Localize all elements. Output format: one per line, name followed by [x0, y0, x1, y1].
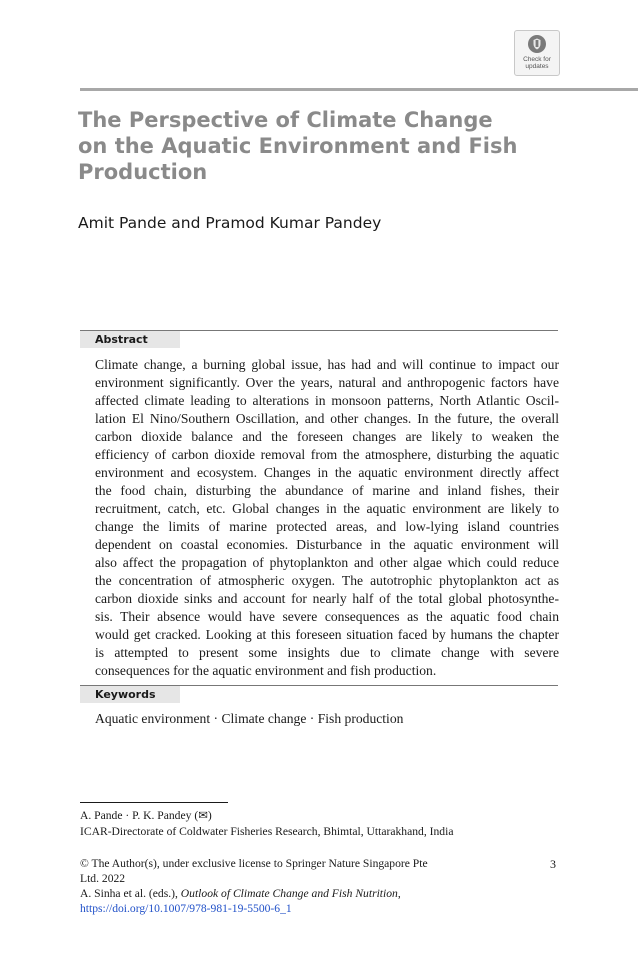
abstract-body [95, 356, 559, 680]
book-title: Outlook of Climate Change and Fish Nutrition [180, 887, 398, 900]
footnote-rule [80, 802, 228, 803]
abstract-line: efficiency of carbon dioxide removal from the atmosphere, disturbing the aquatic [95, 447, 559, 462]
abstract-line: dependent on coastal economies. Disturbance in the aquatic environment will [95, 537, 559, 552]
abstract-line: carbon dioxide balance and the foreseen changes are likely to weaken the [95, 429, 559, 444]
abstract-line: consequences for the aquatic environment and fish production. [95, 663, 437, 678]
mail-icon[interactable]: ✉ [198, 809, 208, 822]
author-list: Amit Pande and Pramod Kumar Pandey [78, 214, 382, 232]
chapter-title [78, 107, 518, 185]
doi-link[interactable]: https://doi.org/10.1007/978-981-19-5500-6_1 [80, 902, 292, 915]
abstract-line: also affect the propagation of phytoplankton and other algae which could reduce [95, 555, 559, 570]
abstract-line: the food chain, disturbing the abundance of marine and inland fishes, their [95, 483, 559, 498]
title-line: on the Aquatic Environment and Fish [78, 134, 518, 158]
abstract-line: environment and ecosystem. Changes in the aquatic environment directly affect [95, 465, 559, 480]
check-updates-icon [527, 34, 547, 54]
abstract-label: Abstract [80, 331, 180, 348]
title-line: Production [78, 160, 208, 184]
abstract-line: change the limits of marine protected areas, and low-lying island countries [95, 519, 559, 534]
abstract-line: lation El Nino/Southern Oscillation, and other changes. In the future, the overall [95, 411, 559, 426]
abstract-line: Climate change, a burning global issue, has had and will continue to impact our [95, 357, 559, 372]
abstract-line: sis. Their absence would have severe consequences as the aquatic food chain [95, 609, 559, 624]
header-rule [80, 88, 638, 91]
copyright-year: Ltd. 2022 [80, 872, 126, 885]
badge-label: Check for updates [523, 56, 551, 70]
abstract-line: environment significantly. Over the years, natural and anthropogenic factors have [95, 375, 559, 390]
keywords-list: Aquatic environment · Climate change · Fish production [95, 711, 404, 726]
abstract-line: would get cracked. Looking at this foreseen situation faced by humans the chapter [95, 627, 559, 642]
abstract-line: the concentration of atmospheric oxygen. The autotrophic phytoplankton act as [95, 573, 559, 588]
title-line: The Perspective of Climate Change [78, 108, 493, 132]
abstract-line: carbon dioxide sinks and account for nearly half of the total global photosynthe- [95, 591, 559, 606]
citation-line: A. Sinha et al. (eds.), Outlook of Climate Change and Fish Nutrition, [80, 887, 401, 900]
author-footnote: A. Pande · P. K. Pandey (✉) [80, 809, 212, 822]
check-for-updates-badge[interactable] [514, 30, 560, 76]
keywords-label: Keywords [80, 686, 180, 703]
page-number: 3 [550, 857, 556, 871]
abstract-line: is attempted to present some insights due to climate change with severe [95, 645, 559, 660]
author-affiliation: ICAR-Directorate of Coldwater Fisheries Research, Bhimtal, Uttarakhand, India [80, 825, 454, 838]
copyright-line: © The Author(s), under exclusive license to Springer Nature Singapore Pte [80, 857, 428, 870]
abstract-line: affected climate leading to alterations in monsoon patterns, North Atlantic Oscil- [95, 393, 559, 408]
abstract-line: recruitment, catch, etc. Global changes in the aquatic environment are likely to [95, 501, 559, 516]
